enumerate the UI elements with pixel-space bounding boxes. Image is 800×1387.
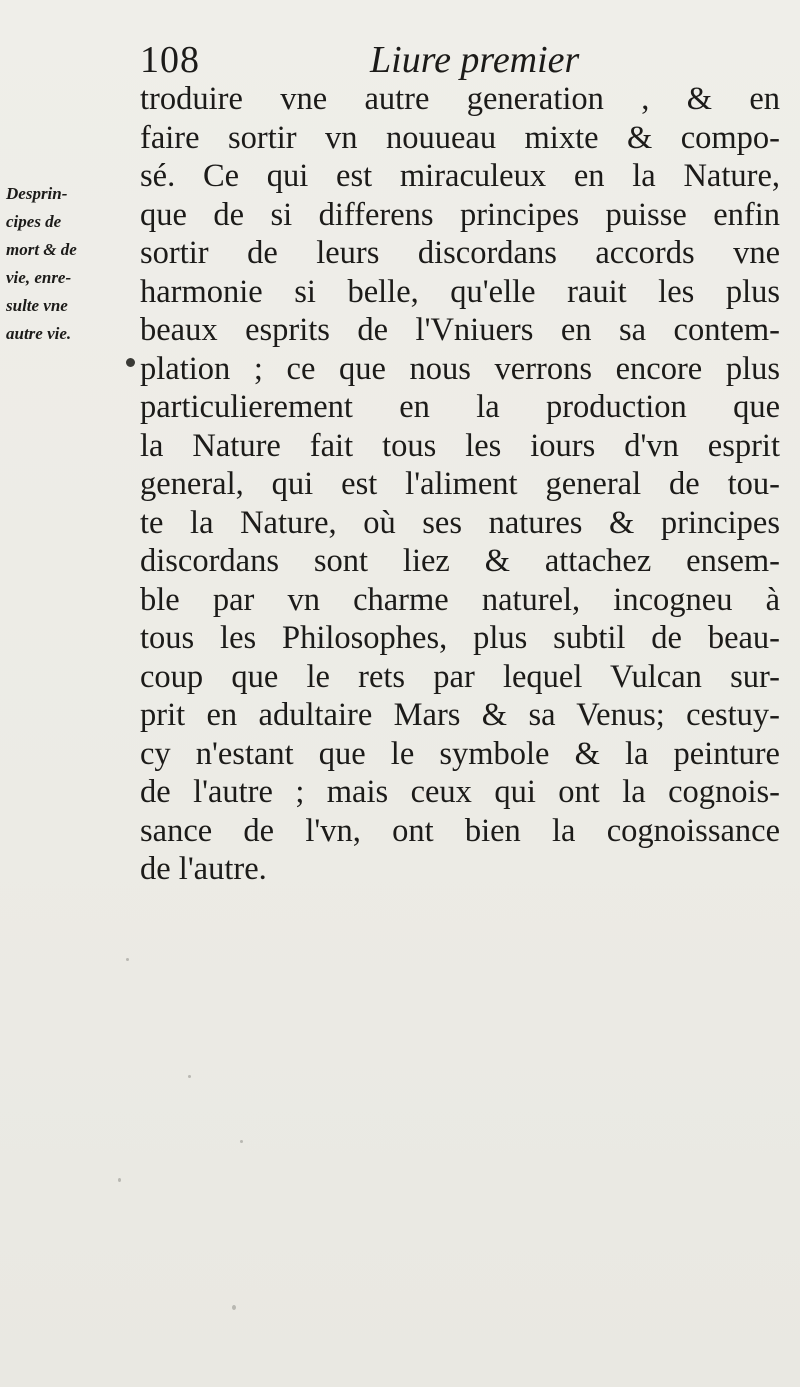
text-line: troduire vne autre generation , & en [140, 81, 780, 117]
text-line: faire sortir vn nouueau mixte & compo- [140, 119, 780, 156]
text-line: plation ; ce que nous verrons encore plus [140, 350, 780, 387]
margin-note-line: Desprin- [6, 184, 68, 203]
text-line: beaux esprits de l'Vniuers en sa contem- [140, 312, 780, 348]
text-line: cy n'estant que le symbole & la peinture [140, 735, 780, 772]
paper-speck [240, 1140, 243, 1143]
text-line: la Nature fait tous les iours d'vn esprit [140, 427, 780, 464]
text-line: sortir de leurs discordans accords vne [140, 235, 780, 271]
text-line: sance de l'vn, ont bien la cognoissance [140, 812, 780, 849]
margin-note-line: sulte vne [6, 296, 68, 315]
margin-note-line: vie, enre- [6, 268, 72, 287]
paper-speck [188, 1075, 191, 1078]
text-line: coup que le rets par lequel Vulcan sur- [140, 658, 780, 695]
text-line: discordans sont liez & attachez ensem- [140, 543, 780, 579]
text-line: particulierement en la production que [140, 389, 780, 425]
margin-note-line: autre vie. [6, 324, 72, 343]
text-line: ble par vn charme naturel, incogneu à [140, 581, 780, 618]
text-line: sé. Ce qui est miraculeux en la Nature, [140, 158, 780, 194]
main-text [140, 80, 780, 889]
margin-note [6, 180, 126, 348]
text-line: general, qui est l'aliment general de tou- [140, 466, 780, 502]
paper-speck [118, 1178, 121, 1182]
margin-note-line: cipes de [6, 212, 62, 231]
text-line: de l'autre ; mais ceux qui ont la cognois- [140, 774, 780, 810]
running-title: Liure premier [370, 39, 580, 81]
page-number: 108 [140, 39, 200, 81]
text-line: te la Nature, où ses natures & principes [140, 504, 780, 541]
text-line: de l'autre. [140, 851, 267, 887]
text-line: tous les Philosophes, plus subtil de beau- [140, 620, 780, 656]
ink-mark [126, 358, 135, 367]
paper-speck [126, 958, 129, 961]
text-line: prit en adultaire Mars & sa Venus; cestuy- [140, 697, 780, 733]
margin-note-line: mort & de [6, 240, 77, 259]
text-line: harmonie si belle, qu'elle rauit les plus [140, 273, 780, 310]
paper-speck [232, 1305, 236, 1310]
text-line: que de si differens principes puisse enfin [140, 196, 780, 233]
